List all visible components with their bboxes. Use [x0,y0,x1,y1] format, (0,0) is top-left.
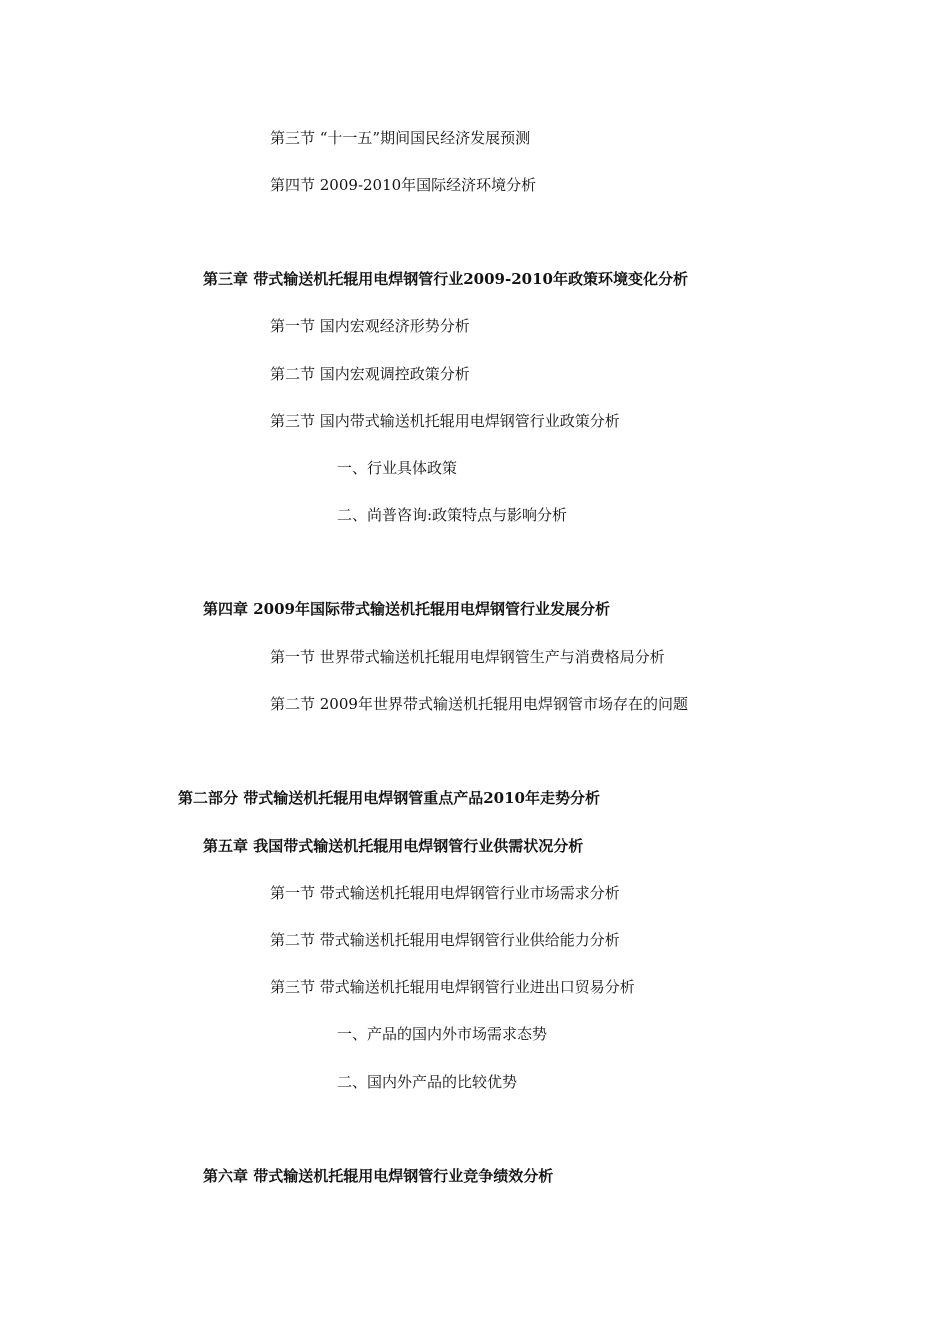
toc-chapter-heading: 第六章 带式输送机托辊用电焊钢管行业竞争绩效分析 [203,1167,554,1185]
toc-item-line: 一、产品的国内外市场需求态势 [337,1025,548,1043]
toc-section-line: 第三节 “十一五”期间国民经济发展预测 [270,129,531,147]
toc-item-line: 二、国内外产品的比较优势 [337,1073,518,1091]
toc-chapter-heading: 第五章 我国带式输送机托辊用电焊钢管行业供需状况分析 [203,837,584,855]
toc-item-line: 一、行业具体政策 [337,459,458,477]
toc-section-line: 第一节 国内宏观经济形势分析 [270,317,470,335]
toc-section-line: 第四节 2009-2010年国际经济环境分析 [270,176,537,194]
toc-section-line: 第一节 世界带式输送机托辊用电焊钢管生产与消费格局分析 [270,648,665,666]
toc-section-line: 第三节 国内带式输送机托辊用电焊钢管行业政策分析 [270,412,620,430]
toc-item-line: 二、尚普咨询:政策特点与影响分析 [337,506,568,524]
toc-chapter-heading: 第三章 带式输送机托辊用电焊钢管行业2009-2010年政策环境变化分析 [203,270,688,288]
toc-chapter-heading: 第四章 2009年国际带式输送机托辊用电焊钢管行业发展分析 [203,600,610,618]
toc-section-line: 第二节 国内宏观调控政策分析 [270,365,470,383]
toc-part-heading: 第二部分 带式输送机托辊用电焊钢管重点产品2010年走势分析 [178,789,600,807]
toc-section-line: 第二节 带式输送机托辊用电焊钢管行业供给能力分析 [270,931,620,949]
toc-section-line: 第三节 带式输送机托辊用电焊钢管行业进出口贸易分析 [270,978,635,996]
toc-section-line: 第一节 带式输送机托辊用电焊钢管行业市场需求分析 [270,884,620,902]
toc-section-line: 第二节 2009年世界带式输送机托辊用电焊钢管市场存在的问题 [270,695,688,713]
